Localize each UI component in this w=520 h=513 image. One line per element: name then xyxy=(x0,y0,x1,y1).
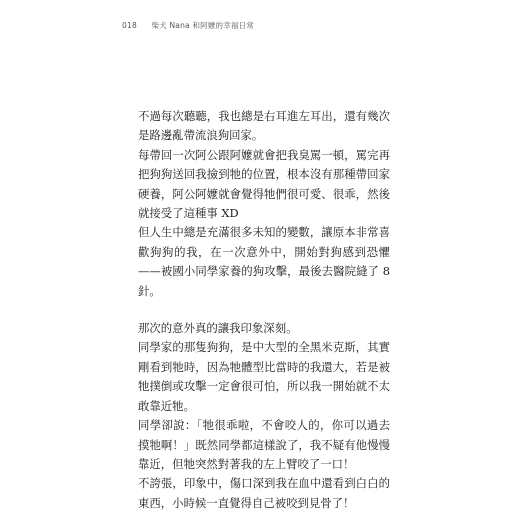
paragraph: 不過每次聽聽，我也總是右耳進左耳出，還有幾次是路邊亂帶流浪狗回家。 xyxy=(138,109,390,143)
paragraph: 同學家的那隻狗狗，是中大型的全黑米克斯，其實剛看到牠時，因為牠體型比當時的我還大，若是被牠撲倒或攻擊一定會很可怕，所以我一開始就不太敢靠近牠。 xyxy=(138,340,390,413)
book-title: 柴犬 Nana 和阿嬤的幸福日常 xyxy=(151,21,255,30)
page-number: 018 xyxy=(122,21,137,30)
running-header xyxy=(122,20,254,31)
paragraph: 每帶回一次阿公跟阿嬤就會把我臭罵一頓，罵完再把狗狗送回我撿到牠的位置，根本沒有那種帶回家硬養，阿公阿嬤就會覺得牠們很可愛、很乖，然後就接受了這種事 XD xyxy=(138,147,390,221)
paragraph: 那次的意外真的讓我印象深刻。 xyxy=(138,321,298,336)
paragraph: 但人生中總是充滿很多未知的變數，讓原本非常喜歡狗狗的我，在一次意外中，開始對狗感到恐懼——被國小同學家養的狗攻擊，最後去醫院縫了 8 針。 xyxy=(138,225,390,298)
section-break xyxy=(138,301,390,319)
body-text xyxy=(138,107,390,513)
paragraph: 不誇張，印象中，傷口深到我在血中還看到白白的東西，小時候一直覺得自己被咬到見骨了！ xyxy=(138,476,390,510)
paragraph: 同學卻說：「牠很乖啦，不會咬人的，你可以過去摸牠啊！」既然同學都這樣說了，我不疑有他慢慢靠近，但牠突然對著我的左上臂咬了一口！ xyxy=(138,418,390,471)
